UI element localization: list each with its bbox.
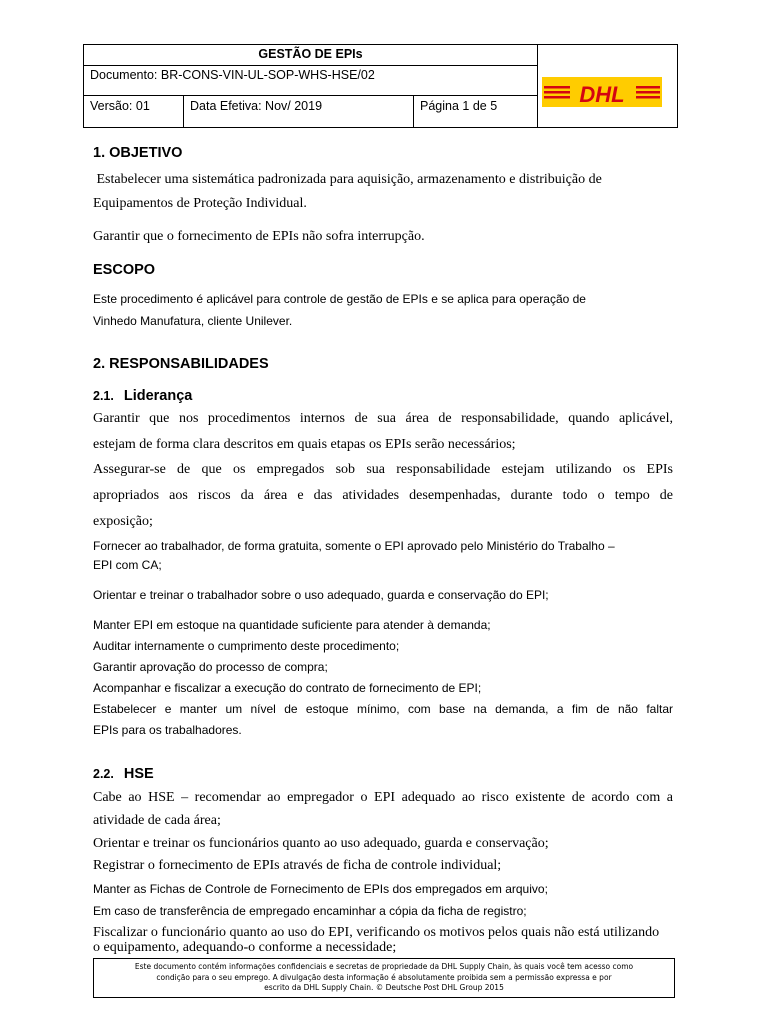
escopo-line-2: Vinhedo Manufatura, cliente Unilever.: [93, 314, 293, 328]
lideranca-line-14: EPIs para os trabalhadores.: [93, 723, 242, 737]
page-number: Página 1 de 5: [414, 96, 538, 128]
objetivo-line-3: Garantir que o fornecimento de EPIs não sofra interrupção.: [93, 229, 425, 244]
hse-line-5: Manter as Fichas de Controle de Fornecimento de EPIs dos empregados em arquivo;: [93, 882, 548, 896]
subsection-number: 2.1.: [93, 389, 114, 403]
subsection-heading-hse: [93, 766, 673, 782]
subsection-number: 2.2.: [93, 767, 114, 781]
lideranca-line-7: EPI com CA;: [93, 558, 162, 572]
footer-line-2: condição para o seu emprego. A divulgação desta informação é absolutamente proibida sem a permissão expressa e por: [156, 972, 612, 982]
subsection-title: HSE: [123, 766, 154, 782]
subsection-title: Liderança: [123, 388, 193, 404]
hse-line-4: Registrar o fornecimento de EPIs através de ficha de controle individual;: [93, 858, 502, 873]
confidentiality-footer: [93, 958, 675, 998]
hse-line-6: Em caso de transferência de empregado encaminhar a cópia da ficha de registro;: [93, 904, 527, 918]
lideranca-line-8: Orientar e treinar o trabalhador sobre o uso adequado, guarda e conservação do EPI;: [93, 588, 549, 602]
lideranca-line-3: Assegurar-se de que os empregados sob sua responsabilidade estejam utilizando os EPIs: [93, 462, 673, 477]
section-heading-objetivo: 1. OBJETIVO: [93, 145, 183, 161]
dhl-logo: [538, 45, 677, 127]
lideranca-line-12: Acompanhar e fiscalizar a execução do contrato de fornecimento de EPI;: [93, 681, 482, 695]
hse-line-8: o equipamento, adequando-o conforme a necessidade;: [93, 940, 397, 955]
lideranca-line-6: Fornecer ao trabalhador, de forma gratuita, somente o EPI aprovado pelo Ministério do Trabalho –: [93, 539, 615, 553]
document-header-table: [83, 44, 678, 128]
dhl-logo-text: DHL: [579, 82, 625, 107]
lideranca-line-5: exposição;: [93, 514, 153, 529]
lideranca-line-1: Garantir que nos procedimentos internos de sua área de responsabilidade, quando aplicável,: [93, 411, 673, 426]
effective-date: Data Efetiva: Nov/ 2019: [184, 96, 414, 128]
footer-line-1: Este documento contém informações confidenciais e secretas de propriedade da DHL Supply Chain, às quais você tem acesso como: [134, 962, 634, 971]
lideranca-line-4: apropriados aos riscos da área e das atividades desempenhadas, durante todo o tempo de: [93, 488, 673, 503]
objetivo-line-2: Equipamentos de Proteção Individual.: [93, 196, 307, 211]
lideranca-line-10: Auditar internamente o cumprimento deste procedimento;: [93, 639, 400, 653]
document-version: Versão: 01: [84, 96, 184, 128]
hse-line-3: Orientar e treinar os funcionários quanto ao uso adequado, guarda e conservação;: [93, 836, 549, 851]
footer-line-3: escrito da DHL Supply Chain. © Deutsche Post DHL Group 2015: [264, 983, 504, 992]
section-heading-responsabilidades: 2. RESPONSABILIDADES: [93, 356, 269, 372]
section-heading-escopo: ESCOPO: [93, 262, 156, 278]
lideranca-line-9: Manter EPI em estoque na quantidade suficiente para atender à demanda;: [93, 618, 491, 632]
hse-line-1: Cabe ao HSE – recomendar ao empregador o EPI adequado ao risco existente de acordo com a: [93, 790, 673, 805]
lideranca-line-13: Estabelecer e manter um nível de estoque mínimo, com base na demanda, a fim de não faltar: [93, 702, 673, 716]
lideranca-line-11: Garantir aprovação do processo de compra;: [93, 660, 328, 674]
hse-line-2: atividade de cada área;: [93, 813, 221, 828]
lideranca-line-2: estejam de forma clara descritos em quais etapas os EPIs serão necessários;: [93, 437, 516, 452]
escopo-line-1: Este procedimento é aplicável para controle de gestão de EPIs e se aplica para operação de: [93, 292, 586, 306]
document-title: GESTÃO DE EPIs: [84, 45, 538, 66]
subsection-heading-lideranca: [93, 388, 673, 404]
hse-line-7: Fiscalizar o funcionário quanto ao uso do EPI, verificando os motivos pelos quais não está utilizando: [93, 925, 660, 940]
document-code: Documento: BR-CONS-VIN-UL-SOP-WHS-HSE/02: [84, 66, 538, 96]
objetivo-line-1: Estabelecer uma sistemática padronizada para aquisição, armazenamento e distribuição de: [93, 172, 602, 187]
